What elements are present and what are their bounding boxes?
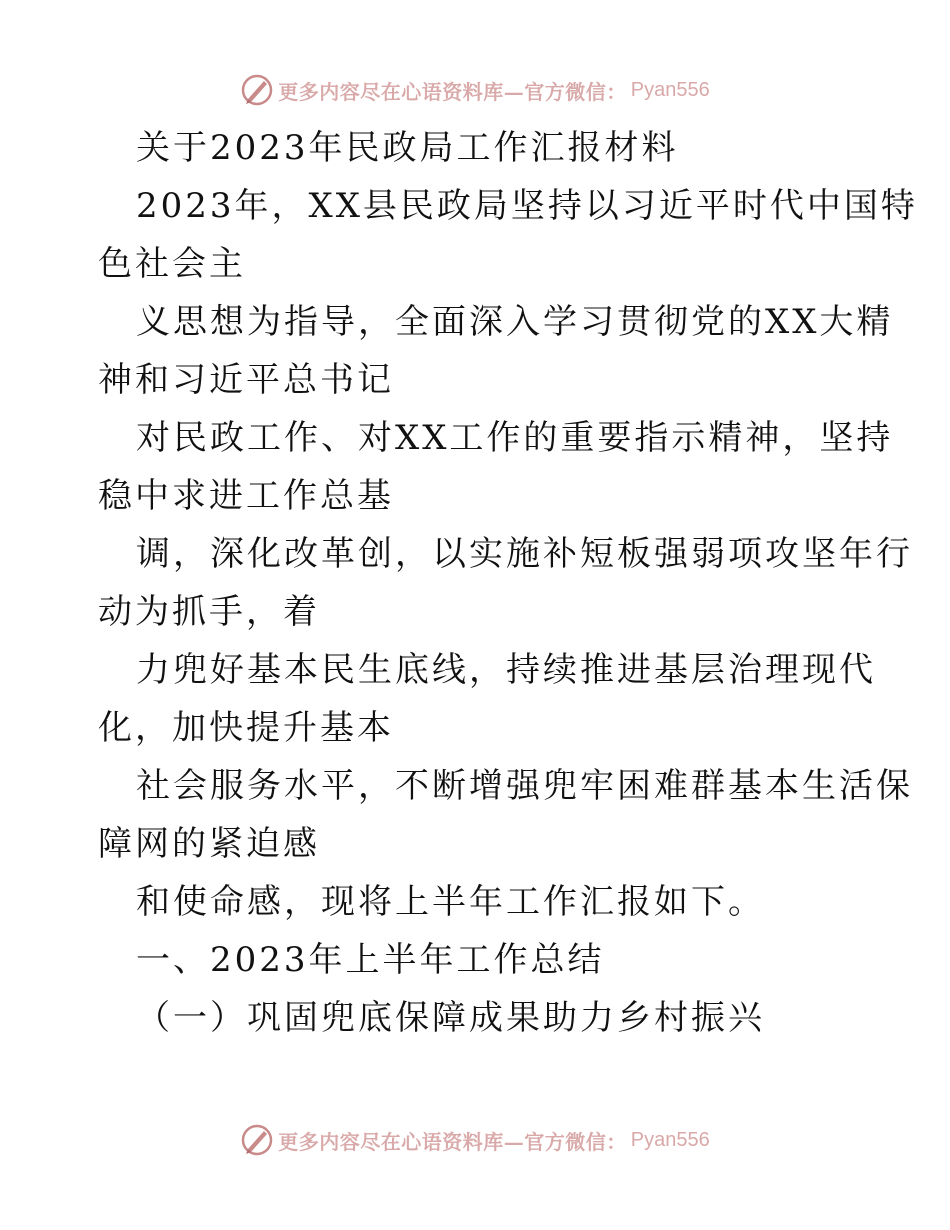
watermark-text: 更多内容尽在心语资料库—官方微信： bbox=[278, 1129, 627, 1154]
paragraph-line: 障网的紧迫感 bbox=[98, 824, 320, 864]
paragraph-line: 色社会主 bbox=[98, 244, 246, 284]
paragraph-line: 力兜好基本民生底线，持续推进基层治理现代 bbox=[136, 650, 876, 690]
watermark-wechat-id: Pyan556 bbox=[630, 1128, 710, 1151]
paragraph-line: 化，加快提升基本 bbox=[98, 708, 394, 748]
subsection-heading: （一）巩固兜底保障成果助力乡村振兴 bbox=[136, 998, 765, 1038]
paragraph-line: 神和习近平总书记 bbox=[98, 360, 394, 400]
footer-watermark bbox=[0, 1120, 950, 1160]
paragraph-line: 和使命感，现将上半年工作汇报如下。 bbox=[136, 882, 765, 922]
paragraph-line: 义思想为指导，全面深入学习贯彻党的XX大精 bbox=[136, 302, 894, 342]
paragraph-line: 稳中求进工作总基 bbox=[98, 476, 394, 516]
section-heading: 一、2023年上半年工作总结 bbox=[136, 940, 605, 980]
pen-logo-icon bbox=[240, 1123, 274, 1157]
header-watermark bbox=[0, 70, 950, 110]
document-body bbox=[98, 124, 918, 1052]
paragraph-line: 调，深化改革创，以实施补短板强弱项攻坚年行 bbox=[136, 534, 913, 574]
watermark-wechat-id: Pyan556 bbox=[630, 78, 710, 101]
paragraph-line: 动为抓手，着 bbox=[98, 592, 320, 632]
pen-logo-icon bbox=[240, 73, 274, 107]
paragraph-line: 对民政工作、对XX工作的重要指示精神，坚持 bbox=[136, 418, 894, 458]
paragraph-line: 2023年，XX县民政局坚持以习近平时代中国特 bbox=[136, 186, 918, 226]
paragraph-line: 社会服务水平，不断增强兜牢困难群基本生活保 bbox=[136, 766, 913, 806]
document-title: 关于2023年民政局工作汇报材料 bbox=[136, 128, 679, 168]
watermark-text: 更多内容尽在心语资料库—官方微信： bbox=[278, 79, 627, 104]
